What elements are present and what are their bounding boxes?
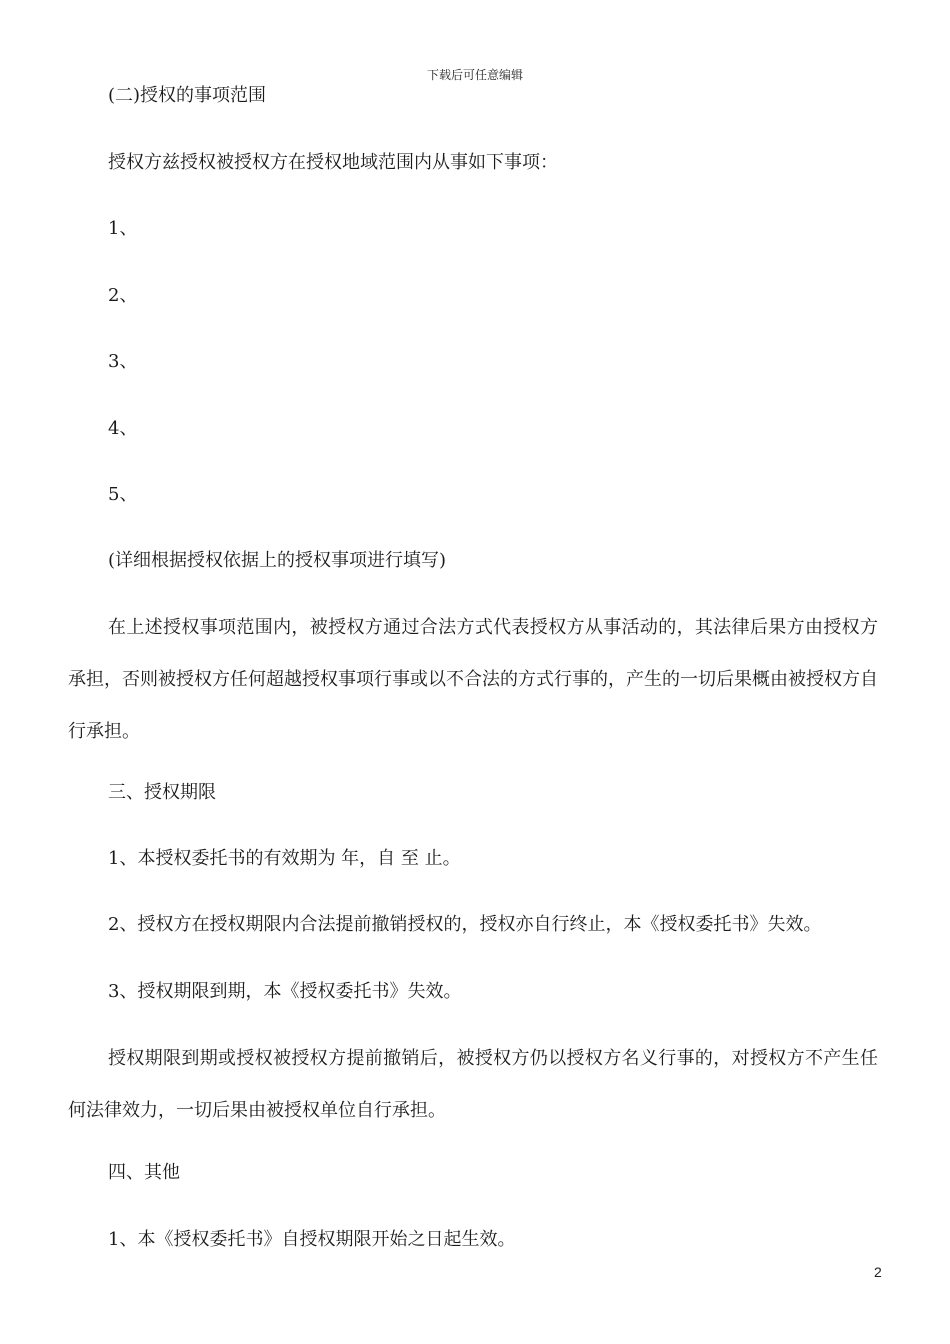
other-item-1: 1、本《授权委托书》自授权期限开始之日起生效。 <box>108 1229 516 1250</box>
section-heading-other: 四、其他 <box>108 1162 180 1183</box>
scope-paragraph: 在上述授权事项范围内，被授权方通过合法方式代表授权方从事活动的，其法律后果方由授权方承担，否则被授权方任何超越授权事项行事或以不合法的方式行事的，产生的一切后果概由被授权方自行承担。 <box>68 617 878 742</box>
scope-item-2: 2、 <box>108 285 138 306</box>
term-item-3: 3、授权期限到期，本《授权委托书》失效。 <box>108 981 462 1002</box>
section-heading-scope: (二)授权的事项范围 <box>108 85 267 106</box>
header-note: 下载后可任意编辑 <box>426 68 523 82</box>
page-number: 2 <box>874 1264 882 1280</box>
scope-item-3: 3、 <box>108 351 138 372</box>
term-paragraph: 授权期限到期或授权被授权方提前撤销后，被授权方仍以授权方名义行事的，对授权方不产生任何法律效力，一切后果由被授权单位自行承担。 <box>68 1048 878 1121</box>
scope-item-5: 5、 <box>108 484 138 505</box>
term-item-2: 2、授权方在授权期限内合法提前撤销授权的，授权亦自行终止，本《授权委托书》失效。 <box>108 914 822 935</box>
term-item-1: 1、本授权委托书的有效期为 年，自 至 止。 <box>108 848 461 869</box>
section-heading-term: 三、授权期限 <box>108 782 216 803</box>
scope-intro: 授权方兹授权被授权方在授权地域范围内从事如下事项： <box>108 152 558 173</box>
scope-item-1: 1、 <box>108 218 138 239</box>
scope-note: (详细根据授权依据上的授权事项进行填写) <box>108 550 447 571</box>
scope-item-4: 4、 <box>108 418 138 439</box>
